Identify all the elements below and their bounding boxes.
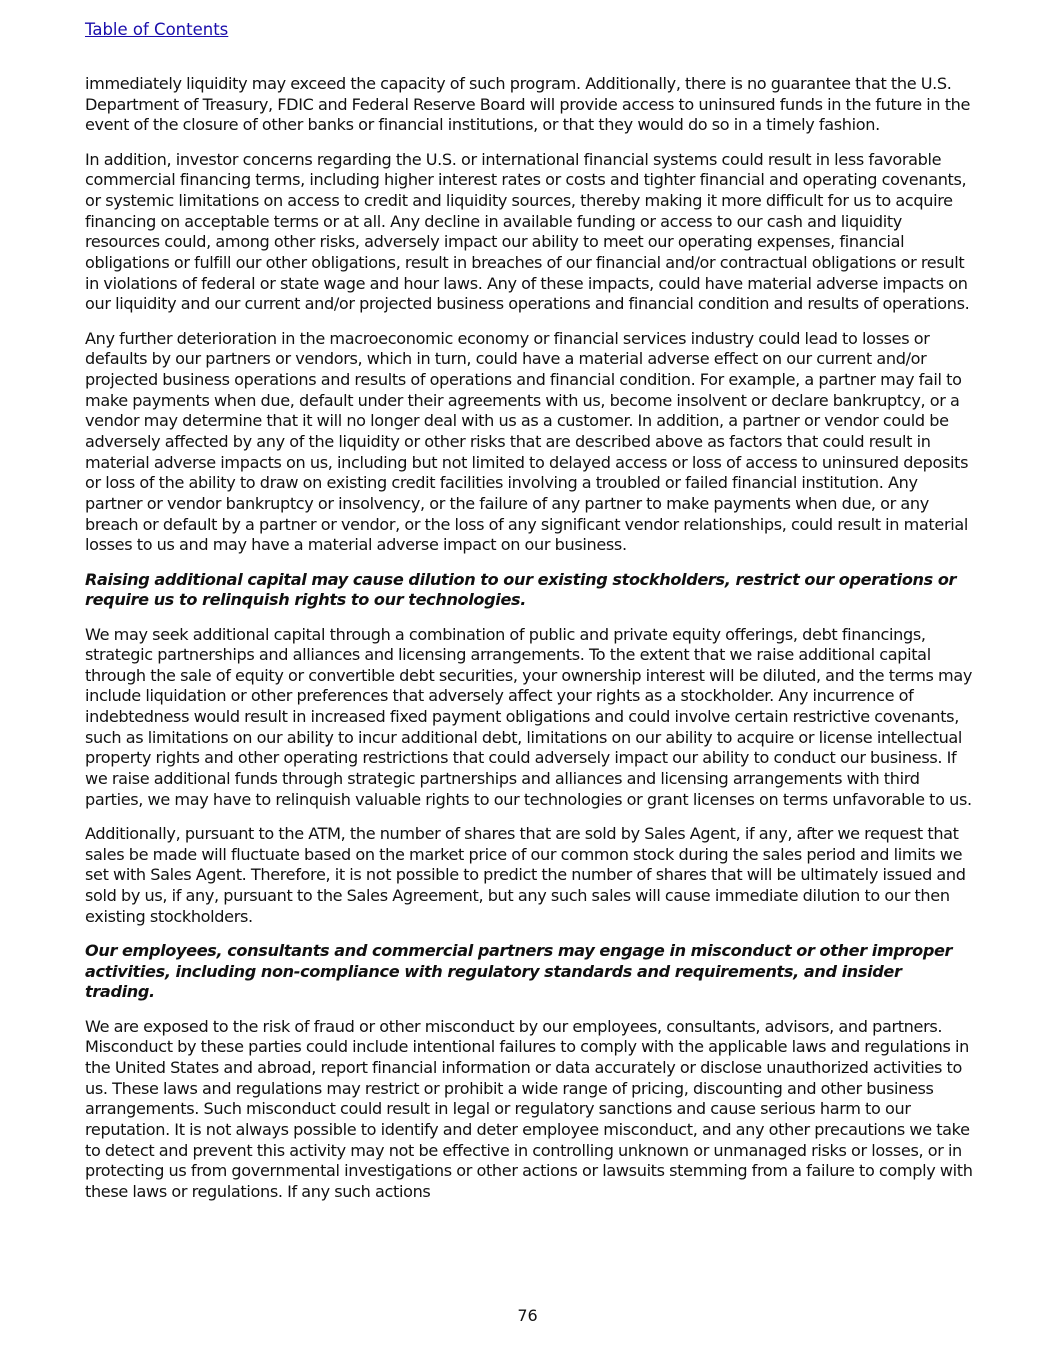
paragraph-liquidity-program: immediately liquidity may exceed the capacity of such program. Additionally, there is no guarantee that the U.S. Department of Treasury, FDIC and Federal Reserve Board will provide access to uninsured funds in the future in the event of the closure of other banks or financial institutions, or that they would do so in a timely fashion. bbox=[85, 74, 971, 135]
page-number: 76 bbox=[517, 1306, 538, 1325]
paragraph-investor-concerns: In addition, investor concerns regarding the U.S. or international financial systems could result in less favorable commercial financing terms, including higher interest rates or costs and tighter financial and operating covenants, or systemic limitations on access to credit and liquidity sources, thereby making it more difficult for us to acquire financing on acceptable terms or at all. Any decline in available funding or access to our cash and liquidity resources could, among other risks, adversely impact our ability to meet our operating expenses, financial obligations or fulfill our other obligations, result in breaches of our financial and/or contractual obligations or result in violations of federal or state wage and hour laws. Any of these impacts, could have material adverse impacts on our liquidity and our current and/or projected business operations and financial condition and results of operations. bbox=[85, 149, 970, 314]
table-of-contents-link[interactable]: Table of Contents bbox=[85, 20, 229, 39]
paragraph-atm-shares: Additionally, pursuant to the ATM, the number of shares that are sold by Sales Agent, if any, after we request that sales be made will fluctuate based on the market price of our common stock during the sales period and limits we set with Sales Agent. Therefore, it is not possible to predict the number of shares that will be ultimately issued and sold by us, if any, pursuant to the Sales Agreement, but any such sales will cause immediate dilution to our then existing stockholders. bbox=[85, 824, 966, 926]
section-heading-capital-dilution: Raising additional capital may cause dilution to our existing stockholders, restrict our operations or require us to relinquish rights to our technologies. bbox=[85, 569, 957, 610]
document-body bbox=[85, 74, 975, 1216]
paragraph-fraud-risk: We are exposed to the risk of fraud or other misconduct by our employees, consultants, advisors, and partners. Misconduct by these parties could include intentional failures to comply with the applicable laws and regulations in the United States and abroad, report financial information or data accurately or disclose unauthorized activities to us. These laws and regulations may restrict or prohibit a wide range of pricing, discounting and other business arrangements. Such misconduct could result in legal or regulatory sanctions and cause serious harm to our reputation. It is not always possible to identify and deter employee misconduct, and any other precautions we take to detect and prevent this activity may not be effective in controlling unknown or unmanaged risks or losses, or in protecting us from governmental investigations or other actions or lawsuits stemming from a failure to comply with these laws or regulations. If any such actions bbox=[85, 1016, 973, 1201]
section-heading-misconduct: Our employees, consultants and commercial partners may engage in misconduct or other improper activities, including non-compliance with regulatory standards and requirements, and insider trading. bbox=[85, 941, 953, 1002]
paragraph-macroeconomic-deterioration: Any further deterioration in the macroeconomic economy or financial services industry could lead to losses or defaults by our partners or vendors, which in turn, could have a material adverse effect on our current and/or projected business operations and results of operations and financial condition. For example, a partner may fail to make payments when due, default under their agreements with us, become insolvent or declare bankruptcy, or a vendor may determine that it will no longer deal with us as a customer. In addition, a partner or vendor could be adversely affected by any of the liquidity or other risks that are described above as factors that could result in material adverse impacts on us, including but not limited to delayed access or loss of access to uninsured deposits or loss of the ability to draw on existing credit facilities involving a troubled or failed financial institution. Any partner or vendor bankruptcy or insolvency, or the failure of any partner to make payments when due, or any breach or default by a partner or vendor, or the loss of any significant vendor relationships, could result in material losses to us and may have a material adverse impact on our business. bbox=[85, 328, 969, 555]
paragraph-additional-capital: We may seek additional capital through a combination of public and private equity offerings, debt financings, strategic partnerships and alliances and licensing arrangements. To the extent that we raise additional capital through the sale of equity or convertible debt securities, your ownership interest will be diluted, and the terms may include liquidation or other preferences that adversely affect your rights as a stockholder. Any incurrence of indebtedness would result in increased fixed payment obligations and could involve certain restrictive covenants, such as limitations on our ability to incur additional debt, limitations on our ability to acquire or license intellectual property rights and other operating restrictions that could adversely impact our ability to conduct our business. If we raise additional funds through strategic partnerships and alliances and licensing arrangements with third parties, we may have to relinquish valuable rights to our technologies or grant licenses on terms unfavorable to us. bbox=[85, 624, 973, 809]
